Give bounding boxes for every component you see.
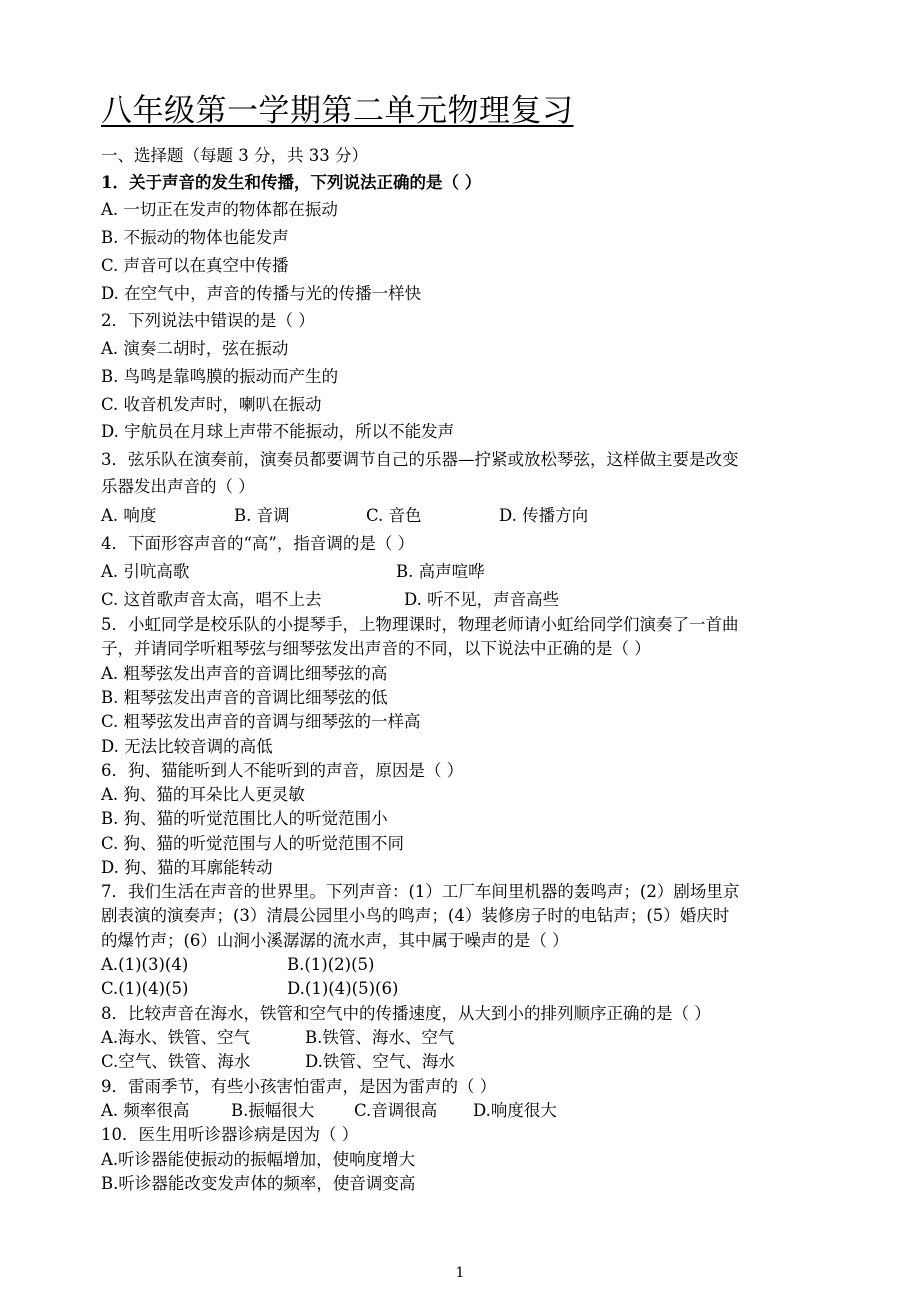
question-1-option-d: D. 在空气中，声音的传播与光的传播一样快 — [101, 284, 422, 303]
page-number: 1 — [455, 1265, 465, 1281]
question-6-option-d: D. 狗、猫的耳廓能转动 — [101, 858, 273, 877]
question-8-option-c: C.空气、铁管、海水 — [101, 1052, 251, 1071]
question-3-stem-line-2: 乐器发出声音的（ ） — [101, 477, 255, 496]
question-1-stem: 1．关于声音的发生和传播，下列说法正确的是（ ） — [101, 173, 482, 192]
question-7-option-a: A.(1)(3)(4) — [101, 955, 189, 974]
question-5-stem-line-2: 子，并请同学听粗琴弦与细琴弦发出声音的不同，以下说法中正确的是（ ） — [101, 639, 651, 658]
question-4-option-c: C. 这首歌声音太高，唱不上去 — [101, 590, 322, 609]
question-1-option-b: B. 不振动的物体也能发声 — [101, 228, 289, 247]
question-3-option-d: D. 传播方向 — [499, 506, 589, 525]
question-4-option-d: D. 听不见，声音高些 — [404, 590, 560, 609]
question-9-stem: 9．雷雨季节，有些小孩害怕雷声，是因为雷声的（ ） — [101, 1077, 497, 1096]
question-7-stem-line-3: 的爆竹声；(6）山涧小溪潺潺的流水声，其中属于噪声的是（ ） — [101, 931, 569, 950]
question-4-option-a: A. 引吭高歌 — [101, 562, 190, 581]
question-1-option-c: C. 声音可以在真空中传播 — [101, 256, 289, 275]
question-1-option-a: A. 一切正在发声的物体都在振动 — [101, 200, 338, 219]
question-4-stem: 4．下面形容声音的“高”，指音调的是（ ） — [101, 534, 415, 553]
question-10-option-b: B.听诊器能改变发声体的频率，使音调变高 — [101, 1174, 416, 1193]
question-3-option-b: B. 音调 — [234, 506, 290, 525]
question-5-option-d: D. 无法比较音调的高低 — [101, 737, 273, 756]
page-title: 八年级第一学期第二单元物理复习 — [101, 93, 574, 129]
question-8-option-d: D.铁管、空气、海水 — [305, 1052, 455, 1071]
question-5-option-b: B. 粗琴弦发出声音的音调比细琴弦的低 — [101, 688, 388, 707]
question-5-option-a: A. 粗琴弦发出声音的音调比细琴弦的高 — [101, 664, 388, 683]
question-10-option-a: A.听诊器能使振动的振幅增加，使响度增大 — [101, 1150, 416, 1169]
question-7-stem-line-2: 剧表演的演奏声；(3）清晨公园里小鸟的鸣声；(4）装修房子时的电钻声；(5）婚庆时 — [101, 906, 730, 925]
question-2-option-d: D. 宇航员在月球上声带不能振动，所以不能发声 — [101, 422, 455, 441]
question-9-option-d: D.响度很大 — [473, 1101, 557, 1120]
question-9-option-a: A. 频率很高 — [101, 1101, 190, 1120]
question-6-option-a: A. 狗、猫的耳朵比人更灵敏 — [101, 785, 305, 804]
question-5-stem-line-1: 5．小虹同学是校乐队的小提琴手，上物理课时，物理老师请小虹给同学们演奏了一首曲 — [101, 615, 739, 634]
question-6-option-c: C. 狗、猫的听觉范围与人的听觉范围不同 — [101, 834, 405, 853]
question-4-option-b: B. 高声喧哗 — [396, 562, 485, 581]
question-8-stem: 8．比较声音在海水，铁管和空气中的传播速度，从大到小的排列顺序正确的是（ ） — [101, 1004, 711, 1023]
question-9-option-b: B.振幅很大 — [231, 1101, 315, 1120]
question-7-option-d: D.(1)(4)(5)(6) — [287, 979, 399, 998]
question-7-option-c: C.(1)(4)(5) — [101, 979, 189, 998]
question-2-option-a: A. 演奏二胡时，弦在振动 — [101, 339, 289, 358]
question-2-stem: 2．下列说法中错误的是（ ） — [101, 311, 315, 330]
question-6-option-b: B. 狗、猫的听觉范围比人的听觉范围小 — [101, 809, 388, 828]
question-3-option-c: C. 音色 — [366, 506, 422, 525]
question-6-stem: 6．狗、猫能听到人不能听到的声音，原因是（ ） — [101, 761, 464, 780]
question-10-stem: 10．医生用听诊器诊病是因为（ ） — [101, 1125, 359, 1144]
question-9-option-c: C.音调很高 — [354, 1101, 438, 1120]
question-7-option-b: B.(1)(2)(5) — [287, 955, 375, 974]
question-5-option-c: C. 粗琴弦发出声音的音调与细琴弦的一样高 — [101, 712, 421, 731]
section-heading: 一、选择题（每题 3 分，共 33 分） — [101, 146, 368, 165]
question-8-option-a: A.海水、铁管、空气 — [101, 1028, 251, 1047]
question-2-option-b: B. 鸟鸣是靠鸣膜的振动而产生的 — [101, 367, 339, 386]
question-3-stem-line-1: 3．弦乐队在演奏前，演奏员都要调节自己的乐器—拧紧或放松琴弦，这样做主要是改变 — [101, 450, 739, 469]
question-2-option-c: C. 收音机发声时，喇叭在振动 — [101, 395, 322, 414]
question-8-option-b: B.铁管、海水、空气 — [305, 1028, 455, 1047]
question-3-option-a: A. 响度 — [101, 506, 157, 525]
question-7-stem-line-1: 7．我们生活在声音的世界里。下列声音：(1）工厂车间里机器的轰鸣声；(2）剧场里京 — [101, 882, 740, 901]
